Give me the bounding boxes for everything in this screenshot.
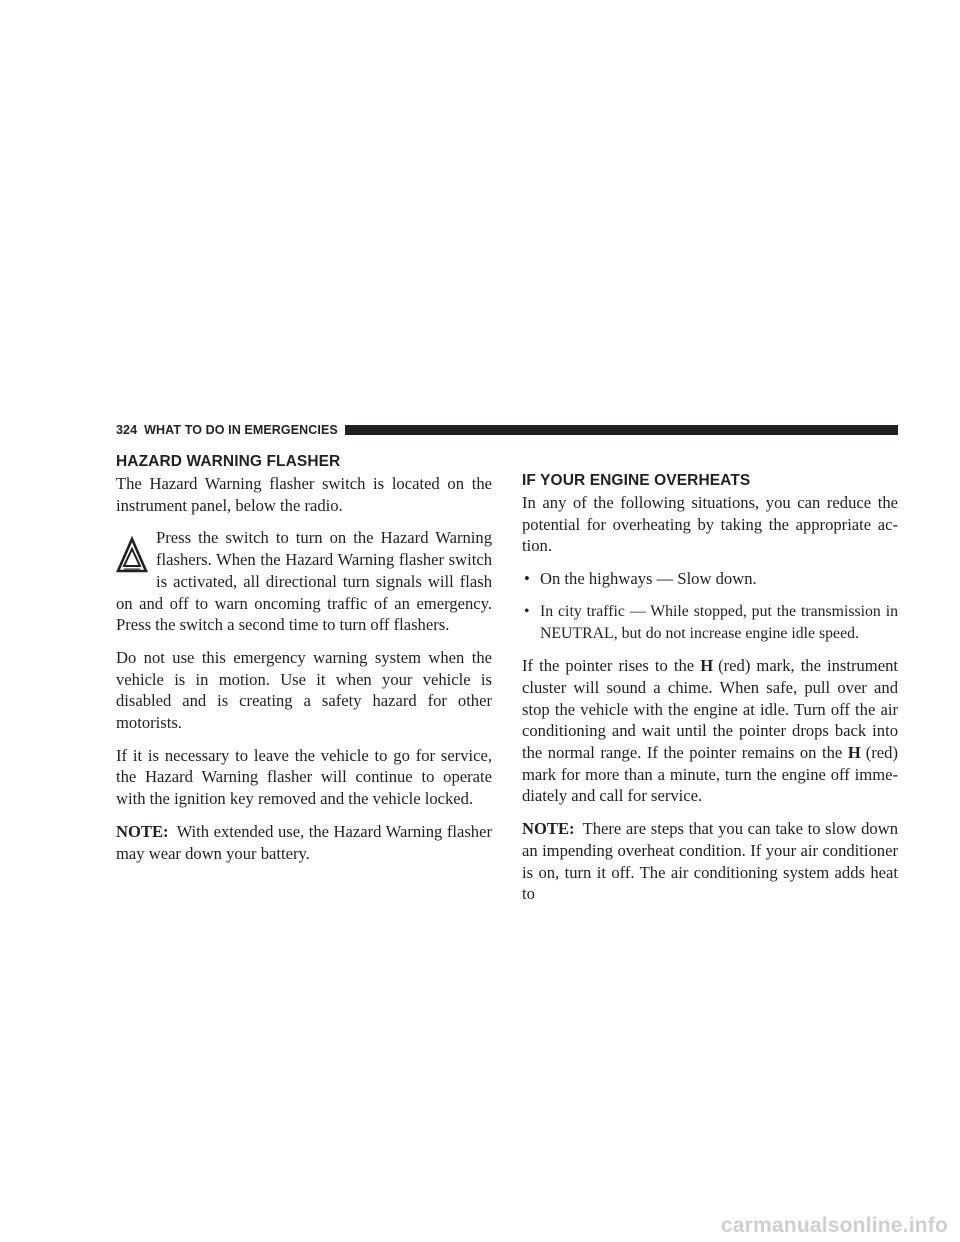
note-text: There are steps that you can take to slow down an impending overheat condition. If your air conditioner is on, turn it off. The air conditioning system adds heat to — [522, 819, 898, 904]
list-item: • On the highways — Slow down. — [524, 569, 757, 589]
overheat-pointer-paragraph: If the pointer rises to the H (red) mark, the instrument cluster will sound a chime. When safe, pull over and stop the vehicle with the engine at idle. Turn off the air conditioning and wait until the pointer drops back into the normal range. If the pointer remains on the H (red) mark for more than a minute, turn the engine off imme-diately and call for service. — [522, 656, 898, 806]
note-text: With extended use, the Hazard Warning flasher may wear down your battery. — [116, 821, 492, 863]
hazard-service-paragraph: If it is necessary to leave the vehicle to go for service, the Hazard Warning flasher will continue to operate with the ignition key removed and the vehicle locked. — [116, 745, 492, 809]
page-header — [116, 422, 898, 438]
overheat-heading: IF YOUR ENGINE OVERHEATS — [522, 472, 751, 489]
hazard-location-paragraph: The Hazard Warning flasher switch is located on the instrument panel, below the radio. — [116, 474, 492, 515]
note-label: NOTE: — [116, 821, 169, 841]
watermark: carmanualsonline.info — [720, 1214, 948, 1237]
hazard-instruction-paragraph: Press the switch to turn on the Hazard Warning flashers. When the Hazard Warning flasher switch is activated, all directional turn signals will flash on and off to warn oncoming traffic of an emergency. Press the switch a second time to turn off flashers. — [116, 528, 492, 635]
overheat-intro-paragraph: In any of the following situations, you can reduce the potential for overheating by taking the appropriate ac-tion. — [522, 493, 898, 556]
hazard-instruction-block — [116, 527, 492, 636]
list-item: • In city traffic — While stopped, put the transmission in NEUTRAL, but do not increase engine idle speed. — [524, 602, 898, 642]
section-title: WHAT TO DO IN EMERGENCIES — [144, 423, 338, 437]
left-column — [116, 452, 492, 875]
overheat-note — [522, 818, 898, 905]
overheat-bullet-list — [522, 568, 898, 644]
hazard-heading: HAZARD WARNING FLASHER — [116, 453, 341, 470]
warning-triangle-icon — [116, 533, 148, 577]
header-rule — [345, 425, 898, 435]
bullet-icon: • — [524, 602, 530, 620]
hazard-note — [116, 821, 492, 864]
hazard-motion-paragraph: Do not use this emergency warning system when the vehicle is in motion. Use it when your vehicle is disabled and is creating a safety hazard for other motorists. — [116, 647, 492, 733]
right-column — [522, 452, 898, 916]
bullet-icon: • — [524, 569, 530, 589]
note-label: NOTE: — [522, 819, 575, 839]
page-number: 324 — [116, 423, 138, 437]
